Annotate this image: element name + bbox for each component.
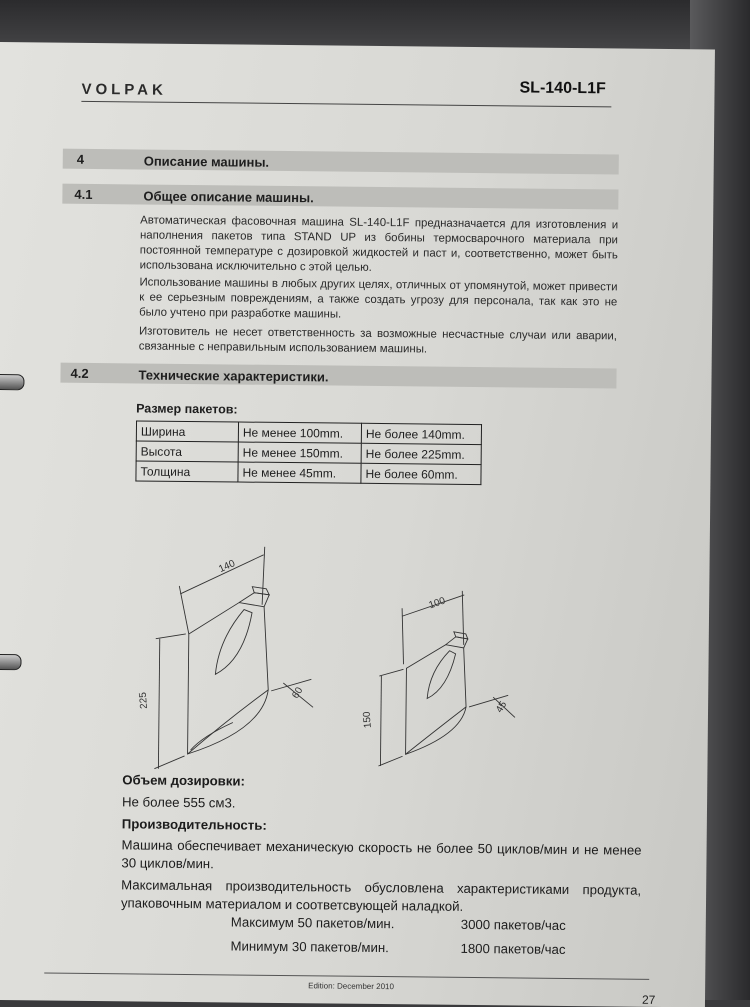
section-title: Общее описание машины.	[143, 188, 314, 206]
table-cell: Ширина	[136, 421, 238, 442]
max-rate-label: Максимум 50 пакетов/мин.	[230, 914, 395, 932]
model-name: SL-140-L1F	[519, 79, 606, 98]
table-cell: Не менее 150mm.	[238, 442, 361, 463]
paragraph: Изготовитель не несет ответственность за возможные несчастные случаи или аварии, связанные с неправильным использованием машины.	[138, 325, 618, 356]
small-width-label: 100	[427, 595, 447, 612]
large-width-label: 140	[217, 558, 237, 576]
dosing-heading: Объем дозировки:	[122, 772, 246, 789]
bag-size-heading: Размер пакетов:	[136, 401, 238, 417]
footer-rule	[44, 973, 649, 980]
min-rate-value: 1800 пакетов/час	[460, 940, 566, 957]
dosing-value: Не более 555 см3.	[121, 794, 236, 811]
small-pouch-drawing	[378, 590, 516, 767]
section-title: Описание машины.	[143, 153, 270, 170]
large-height-label: 225	[137, 691, 151, 710]
productivity-text: Машина обеспечивает механическую скорость не более 50 циклов/мин и не менее 30 циклов/мин.	[121, 837, 642, 872]
large-pouch-drawing	[154, 546, 314, 771]
bag-dimension-drawing	[132, 513, 555, 777]
small-height-label: 150	[361, 711, 374, 729]
edition-text: Edition: December 2010	[308, 981, 395, 992]
table-cell: Высота	[136, 441, 238, 462]
manual-page	[0, 42, 715, 1007]
productivity-heading: Производительность:	[121, 816, 267, 833]
table-cell: Не менее 100mm.	[238, 422, 361, 443]
large-depth-label: 60	[290, 685, 306, 701]
table-cell: Не более 60mm.	[361, 463, 481, 484]
header-rule	[81, 101, 611, 108]
table-cell: Не более 225mm.	[361, 443, 481, 464]
binder-ring-icon	[0, 374, 25, 390]
table-cell: Толщина	[136, 461, 238, 482]
section-number: 4.1	[74, 186, 93, 202]
productivity-text: Максимальная производительность обусловлена характеристиками продукта, упаковочным материалом и соответсвующей наладкой.	[120, 877, 642, 914]
min-rate-label: Минимум 30 пакетов/мин.	[230, 938, 389, 956]
binder-ring-icon	[0, 654, 22, 670]
bag-size-table	[135, 420, 482, 485]
paragraph: Использование машины в любых других целях, отличных от упомянутой, может привести к ее серьезным повреждениям, а также создать угрозу для персонала, так как это не было учтено при разработке машины.	[139, 276, 618, 321]
table-cell: Не менее 45mm.	[238, 462, 361, 483]
page-number: 27	[641, 992, 656, 1007]
paragraph: Автоматическая фасовочная машина SL-140-L1F предназначается для изготовления и наполнения пакетов типа STAND UP из бобины термосварочного материала при постоянной температуре с дозировкой жидкостей и паст и, соответственно, может быть использована исключительно с этой целью.	[139, 214, 619, 274]
section-number: 4.2	[70, 365, 89, 381]
small-depth-label: 45	[494, 699, 510, 715]
table-row	[136, 461, 481, 485]
section-title: Технические характеристики.	[138, 367, 329, 385]
brand-logo: VOLPAK	[81, 80, 167, 99]
section-number: 4	[76, 151, 85, 167]
table-cell: Не более 140mm.	[361, 423, 481, 444]
max-rate-value: 3000 пакетов/час	[460, 916, 566, 933]
